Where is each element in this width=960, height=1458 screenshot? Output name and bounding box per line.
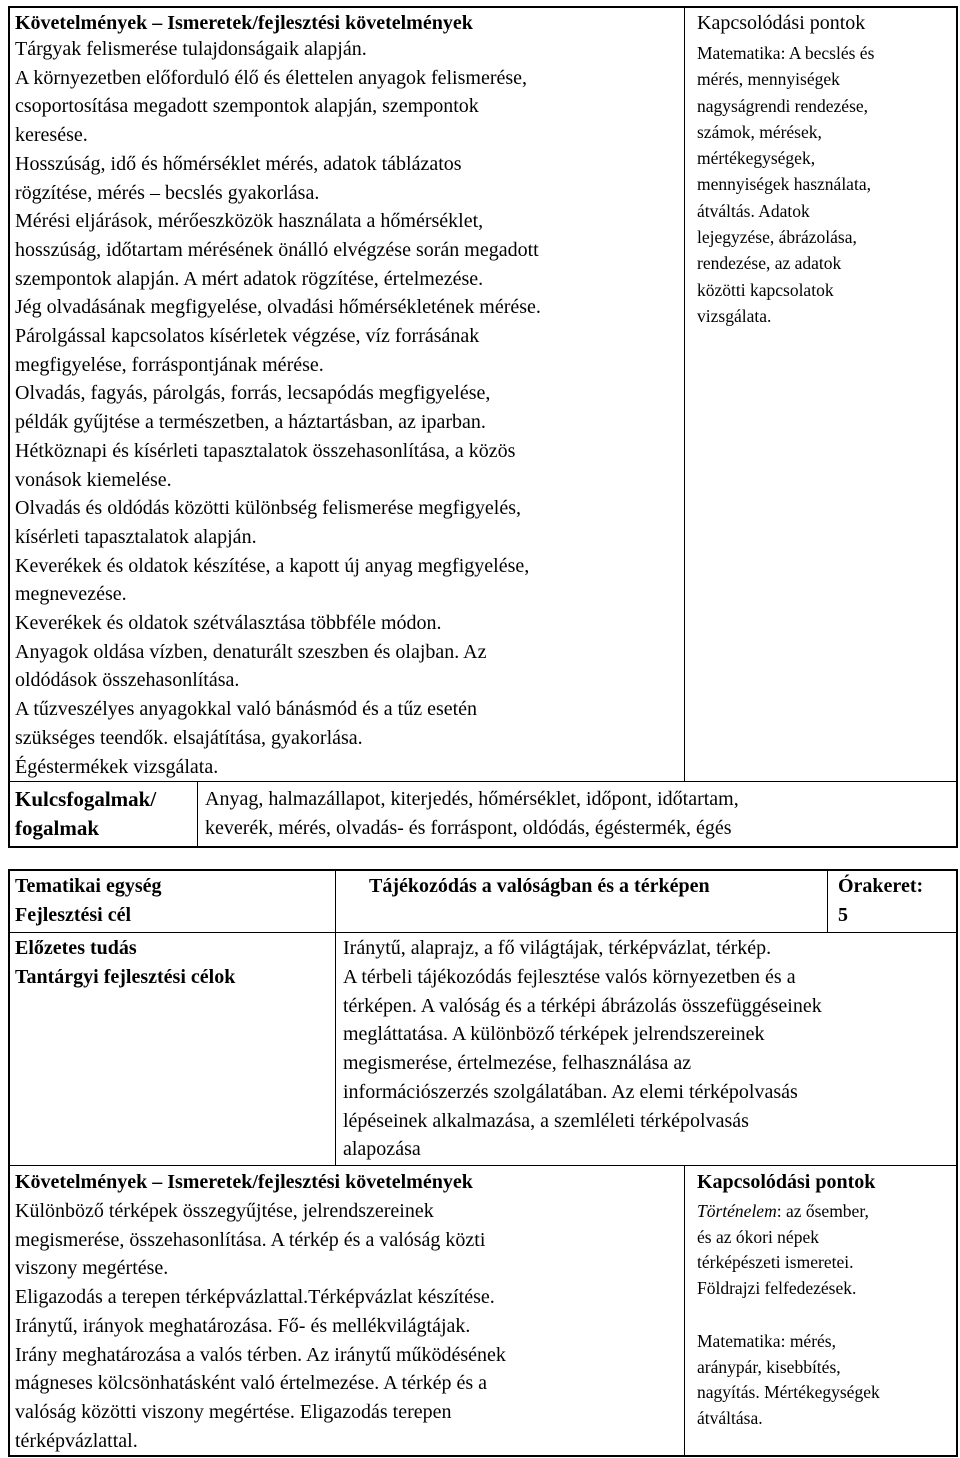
requirements-line: Párolgással kapcsolatos kísérletek végzése, víz forrásának <box>15 325 480 348</box>
requirements-body <box>15 35 541 781</box>
connections-line: számok, mérések, <box>697 121 822 142</box>
requirements-line: Anyagok oldása vízben, denaturált szeszben és olajban. Az <box>15 640 487 663</box>
requirements-line: Hétköznapi és kísérleti tapasztalatok összehasonlítása, a közös <box>15 439 516 462</box>
requirements-line: Iránytű, irányok meghatározása. Fő- és mellékvilágtájak. <box>15 1314 471 1337</box>
development-goals-line: A térbeli tájékozódás fejlesztése valós környezetben és a <box>343 966 796 988</box>
connections-header-2: Kapcsolódási pontok <box>697 1171 876 1193</box>
key-concepts-label-line: Kulcsfogalmak/ <box>15 787 157 811</box>
requirements-line: valóság közötti viszony megértése. Eligazodás terepen <box>15 1400 452 1423</box>
connections-line: lejegyzése, ábrázolása, <box>697 227 857 248</box>
requirements-line: megismerése, összehasonlítása. A térkép és a valóság közti <box>15 1228 486 1251</box>
requirements-line: Eligazodás a terepen térképvázlattal.Térképvázlat készítése. <box>15 1286 495 1309</box>
table1-border-right <box>956 6 958 848</box>
requirements-line: Hosszúság, idő és hőmérséklet mérés, adatok táblázatos <box>15 152 462 175</box>
requirements-line: viszony megértése. <box>15 1257 169 1280</box>
requirements-line: hosszúság, időtartam mérésének önálló elvégzése során megadott <box>15 238 539 261</box>
requirements-line: A tűzveszélyes anyagokkal való bánásmód és a tűz esetén <box>15 698 478 721</box>
development-goals-line: információszerzés szolgálatában. Az elemi térképolvasás <box>343 1080 798 1103</box>
requirements-line: vonások kiemelése. <box>15 468 172 491</box>
history-label-rest: : az ősember, <box>776 1201 869 1221</box>
unit-label: Tematikai egység <box>15 875 162 897</box>
table1-border-left <box>8 6 10 848</box>
history-label: Történelem <box>697 1201 777 1221</box>
table1-border-top <box>8 6 958 8</box>
requirements-line: mágneses kölcsönhatásként való értelmezése. A térkép és a <box>15 1372 488 1395</box>
requirements-line: keresése. <box>15 124 88 147</box>
requirements-line: kísérleti tapasztalatok alapján. <box>15 525 257 548</box>
requirements-line: Keverékek és oldatok szétválasztása többféle módon. <box>15 612 442 635</box>
connections-line: átváltás. Adatok <box>697 200 810 221</box>
requirements-line: Jég olvadásának megfigyelése, olvadási hőmérsékletének mérése. <box>15 296 541 319</box>
unit-title: Tájékozódás a valóságban és a térképen <box>369 875 710 897</box>
key-concepts-label <box>15 785 156 843</box>
table2-row-divider-1 <box>8 932 958 933</box>
requirements-line: Irány meghatározása a valós térben. Az iránytű működésének <box>15 1343 506 1366</box>
connections-line: Matematika: mérés, <box>697 1331 836 1351</box>
requirements-line: szükséges teendők. elsajátítása, gyakorlása. <box>15 726 363 749</box>
requirements-line: Égéstermékek vizsgálata. <box>15 755 219 778</box>
requirements-body-2 <box>15 1197 506 1455</box>
connections-line: Matematika: A becslés és <box>697 43 875 63</box>
development-goals-line: lépéseinek alkalmazása, a szemléleti térképolvasás <box>343 1109 749 1132</box>
requirements-line: példák gyűjtése a természetben, a háztartásban, az iparban. <box>15 411 486 434</box>
connections-line <box>697 1199 869 1225</box>
table1-border-bottom <box>8 846 958 848</box>
development-goals-line: térképen. A valóság és a térképi ábrázolás összefüggéseinek <box>343 994 822 1017</box>
connections-history <box>697 1199 869 1301</box>
table1-key-column-divider <box>197 781 198 848</box>
key-concepts-line: keverék, mérés, olvadás- és forráspont, oldódás, égéstermék, égés <box>205 817 732 839</box>
key-concepts-text <box>205 785 739 843</box>
table2-border-left <box>8 869 10 1456</box>
prior-knowledge-text: Iránytű, alaprajz, a fő világtájak, térképvázlat, térkép. <box>343 937 772 959</box>
requirements-line: Különböző térképek összegyűjtése, jelrendszereinek <box>15 1200 434 1222</box>
requirements-line: Keverékek és oldatok készítése, a kapott új anyag megfigyelése, <box>15 554 530 577</box>
requirements-line: megnevezése. <box>15 583 127 606</box>
key-concepts-line: Anyag, halmazállapot, kiterjedés, hőmérséklet, időpont, időtartam, <box>205 788 739 810</box>
requirements-line: Mérési eljárások, mérőeszközök használata a hőmérséklet, <box>15 210 484 233</box>
connections-line: térképészeti ismeretei. <box>697 1252 854 1272</box>
connections-line: nagyítás. Mértékegységek <box>697 1382 880 1402</box>
connections-math <box>697 1329 880 1431</box>
requirements-line: térképvázlattal. <box>15 1429 138 1452</box>
connections-line: rendezése, az adatok <box>697 253 842 274</box>
table1-column-divider <box>684 6 685 782</box>
table2-requirements-divider <box>684 1165 685 1456</box>
development-goals-line: megláttatása. A különböző térképek jelrendszereinek <box>343 1023 765 1046</box>
requirements-line: A környezetben előforduló élő és élettelen anyagok felismerése, <box>15 66 528 89</box>
table2-border-right <box>956 869 958 1456</box>
hours-value: 5 <box>838 904 848 926</box>
development-goals-line: megismerése, értelmezése, felhasználása az <box>343 1052 692 1075</box>
connections-line: nagyságrendi rendezése, <box>697 95 869 116</box>
development-goals-line: alapozása <box>343 1138 421 1161</box>
key-concepts-label-line: fogalmak <box>15 816 99 840</box>
requirements-line: Tárgyak felismerése tulajdonságaik alapján. <box>15 38 367 60</box>
connections-body <box>697 40 874 329</box>
development-goals-label: Tantárgyi fejlesztési célok <box>15 966 236 988</box>
connections-line: átváltása. <box>697 1407 763 1428</box>
connections-line: vizsgálata. <box>697 305 772 326</box>
connections-line: mérés, mennyiségek <box>697 69 840 90</box>
requirements-line: rögzítése, mérés – becslés gyakorlása. <box>15 181 320 204</box>
requirements-line: oldódások összehasonlítása. <box>15 669 240 692</box>
connections-line: mértékegységek, <box>697 148 816 169</box>
requirements-header: Követelmények – Ismeretek/fejlesztési követelmények <box>15 12 473 34</box>
table2-row-divider-2 <box>8 1165 958 1166</box>
table2-border-top <box>8 869 958 871</box>
requirements-header-2: Követelmények – Ismeretek/fejlesztési követelmények <box>15 1171 473 1193</box>
requirements-line: megfigyelése, forráspontjának mérése. <box>15 353 324 376</box>
requirements-line: szempontok alapján. A mért adatok rögzítése, értelmezése. <box>15 267 484 290</box>
connections-header: Kapcsolódási pontok <box>697 12 866 34</box>
hours-label: Órakeret: <box>838 875 924 897</box>
table2-hours-divider <box>827 869 828 933</box>
prior-knowledge-label: Előzetes tudás <box>15 937 137 959</box>
connections-line: Földrajzi felfedezések. <box>697 1277 857 1298</box>
connections-line: és az ókori népek <box>697 1226 819 1247</box>
requirements-line: Olvadás és oldódás közötti különbség felismerése megfigyelés, <box>15 497 521 520</box>
connections-line: aránypár, kisebbítés, <box>697 1356 841 1377</box>
connections-line: mennyiségek használata, <box>697 174 871 195</box>
development-goals-text <box>343 963 822 1164</box>
requirements-line: csoportosítása megadott szempontok alapján, szempontok <box>15 95 479 118</box>
connections-line: közötti kapcsolatok <box>697 279 834 300</box>
goal-label: Fejlesztési cél <box>15 904 132 926</box>
requirements-line: Olvadás, fagyás, párolgás, forrás, lecsapódás megfigyelése, <box>15 382 491 405</box>
table2-label-divider <box>335 869 336 1165</box>
